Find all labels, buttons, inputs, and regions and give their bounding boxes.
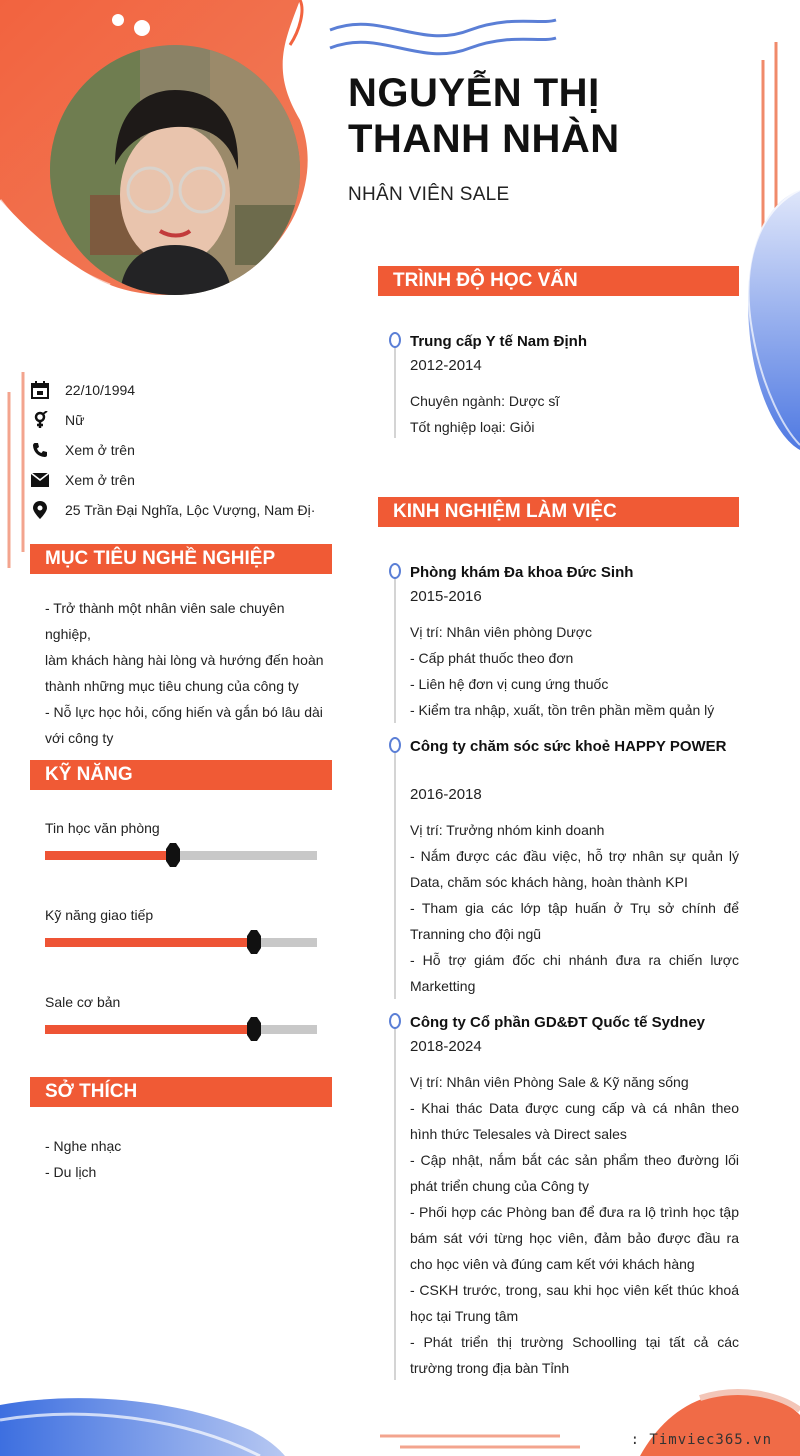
skill-label: Tin học văn phòng bbox=[45, 820, 160, 836]
info-address: 25 Trần Đại Nghĩa, Lộc Vượng, Nam Đị· bbox=[30, 498, 315, 522]
section-heading-experience: KINH NGHIỆM LÀM VIỆC bbox=[378, 497, 739, 527]
info-gender: Nữ bbox=[30, 408, 84, 432]
job-detail: Vị trí: Nhân viên phòng Dược bbox=[410, 624, 592, 640]
skill-bar-fill bbox=[45, 851, 173, 860]
job-detail: - Cập nhật, nắm bắt các sản phẩm theo đường lối phát triển chung của Công ty bbox=[410, 1152, 739, 1194]
job-detail: - Kiểm tra nhập, xuất, tồn trên phần mềm quản lý bbox=[410, 702, 715, 718]
job-detail: - Phát triển thị trường Schoolling tại tất cả các trường trong địa bàn Tỉnh bbox=[410, 1334, 739, 1376]
education-period: 2012-2014 bbox=[410, 357, 482, 374]
timeline-dot bbox=[389, 332, 401, 348]
location-pin-icon bbox=[30, 500, 50, 520]
skill-bar bbox=[45, 851, 317, 860]
job-detail: - Khai thác Data được cung cấp và cá nhân theo hình thức Telesales và Direct sales bbox=[410, 1100, 739, 1142]
info-birthday: 22/10/1994 bbox=[30, 378, 135, 402]
education-major: Chuyên ngành: Dược sĩ bbox=[410, 393, 560, 409]
job-detail: - Phối hợp các Phòng ban để đưa ra lộ trình học tập bám sát với từng học viên, đảm bảo được đầu ra cho học viên và đúng cam kết với khách hàng bbox=[410, 1204, 739, 1272]
hobby-item: - Nghe nhạc bbox=[45, 1138, 122, 1154]
section-heading-skills: KỸ NĂNG bbox=[30, 760, 332, 790]
timeline-dot bbox=[389, 1013, 401, 1029]
info-email: Xem ở trên bbox=[30, 468, 135, 492]
section-heading-education: TRÌNH ĐỘ HỌC VẤN bbox=[378, 266, 739, 296]
skill-bar-fill bbox=[45, 938, 254, 947]
job-company: Phòng khám Đa khoa Đức Sinh bbox=[410, 564, 634, 581]
section-heading-hobbies: SỞ THÍCH bbox=[30, 1077, 332, 1107]
section-heading-objective: MỤC TIÊU NGHỀ NGHIỆP bbox=[30, 544, 332, 574]
job-detail: - Cấp phát thuốc theo đơn bbox=[410, 650, 574, 666]
skill-label: Kỹ năng giao tiếp bbox=[45, 907, 154, 923]
gender-icon bbox=[30, 410, 50, 430]
avatar bbox=[50, 45, 300, 295]
skill-bar bbox=[45, 1025, 317, 1034]
timeline-dot bbox=[389, 563, 401, 579]
job-period: 2018-2024 bbox=[410, 1038, 482, 1055]
job-detail: Vị trí: Nhân viên Phòng Sale & Kỹ năng sống bbox=[410, 1074, 689, 1090]
job-title: NHÂN VIÊN SALE bbox=[348, 184, 510, 205]
timeline-dot bbox=[389, 737, 401, 753]
skill-label: Sale cơ bản bbox=[45, 994, 121, 1010]
mail-icon bbox=[30, 470, 50, 490]
job-company: Công ty Cổ phần GD&ĐT Quốc tế Sydney bbox=[410, 1014, 706, 1031]
timeline-line bbox=[394, 1025, 396, 1380]
job-detail: - Hỗ trợ giám đốc chi nhánh đưa ra chiến lược Marketting bbox=[410, 952, 739, 994]
candidate-name: NGUYỄN THỊ THANH NHÀN bbox=[348, 71, 620, 161]
skill-bar-handle bbox=[247, 1017, 261, 1041]
phone-icon bbox=[30, 440, 50, 460]
skill-bar bbox=[45, 938, 317, 947]
timeline-line bbox=[394, 749, 396, 999]
info-phone: Xem ở trên bbox=[30, 438, 135, 462]
job-period: 2016-2018 bbox=[410, 786, 482, 803]
education-school: Trung cấp Y tế Nam Định bbox=[410, 333, 587, 350]
objective-text: - Trở thành một nhân viên sale chuyên nghiệp, làm khách hàng hài lòng và hướng đến hoàn thành những mục tiêu chung của công ty - Nỗ lực học hỏi, cống hiến và gắn bó lâu dài với công ty bbox=[45, 600, 324, 746]
hobby-item: - Du lịch bbox=[45, 1164, 97, 1180]
watermark: : Timviec365.vn bbox=[630, 1432, 772, 1448]
job-detail: - Liên hệ đơn vị cung ứng thuốc bbox=[410, 676, 609, 692]
job-detail: - CSKH trước, trong, sau khi học viên kết thúc khoá học tại Trung tâm bbox=[410, 1282, 739, 1324]
job-company: Công ty chăm sóc sức khoẻ HAPPY POWER bbox=[410, 738, 727, 755]
job-detail: - Nắm được các đầu việc, hỗ trợ nhân sự quản lý Data, chăm sóc khách hàng, hoàn thành KPI bbox=[410, 848, 739, 890]
education-grade: Tốt nghiệp loại: Giỏi bbox=[410, 419, 535, 435]
timeline-line bbox=[394, 344, 396, 438]
calendar-icon bbox=[30, 380, 50, 400]
job-period: 2015-2016 bbox=[410, 588, 482, 605]
skill-bar-handle bbox=[247, 930, 261, 954]
job-detail: Vị trí: Trưởng nhóm kinh doanh bbox=[410, 822, 605, 838]
job-detail: - Tham gia các lớp tập huấn ở Trụ sở chính để Tranning cho đội ngũ bbox=[410, 900, 739, 942]
skill-bar-handle bbox=[166, 843, 180, 867]
skill-bar-fill bbox=[45, 1025, 254, 1034]
timeline-line bbox=[394, 575, 396, 723]
